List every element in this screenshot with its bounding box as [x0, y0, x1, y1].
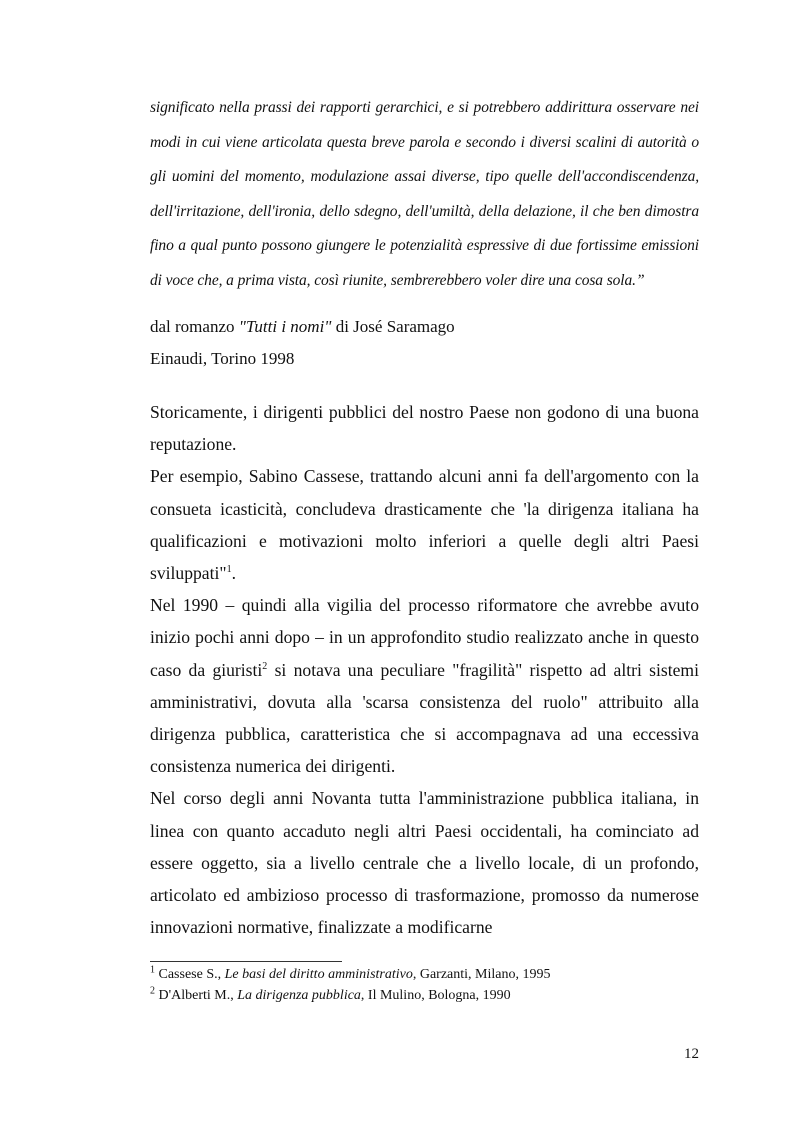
- source-author: di José Saramago: [331, 317, 455, 336]
- body-paragraph-4: Nel corso degli anni Novanta tutta l'amministrazione pubblica italiana, in linea con quanto accaduto negli altri Paesi occidentali, ha cominciato ad essere oggetto, sia a livello centrale che a livello locale, di un profondo, articolato ed ambizioso processo di trasformazione, promosso da numerose innovazioni normative, finalizzate a modificarne: [150, 788, 699, 938]
- source-prefix: dal romanzo: [150, 317, 239, 336]
- footnote-2-number: 2: [150, 985, 155, 997]
- body-paragraph-2-text: Per esempio, Sabino Cassese, trattando alcuni anni fa dell'argomento con la consueta icasticità, concludeva drasticamente che 'la dirigenza italiana ha qualificazioni e motivazioni molto inferiori a quelle degli altri Paesi sviluppati": [150, 466, 699, 584]
- footnotes: [150, 964, 699, 1006]
- footnote-2-details: , Il Mulino, Bologna, 1990: [360, 988, 511, 1003]
- body-paragraph-3: [150, 589, 699, 782]
- footnote-1-title: Le basi del diritto amministrativo: [224, 967, 413, 982]
- footnote-2-title: La dirigenza pubblica: [237, 988, 361, 1003]
- page-number: 12: [684, 1046, 699, 1062]
- body-paragraph-3-after: si notava una peculiare "fragilità" rispetto ad altri sistemi amministrativi, dovuta alla 'scarsa consistenza del ruolo" attribuito alla dirigenza pubblica, caratteristica che si accompagnava ad una eccessiva consistenza numerica dei dirigenti.: [150, 659, 699, 777]
- body-paragraph-3-before: Nel 1990 – quindi alla vigilia del processo riformatore che avrebbe avuto inizio pochi anni dopo – in un approfondito studio realizzato anche in questo caso da giuristi: [150, 595, 699, 680]
- body-paragraph-2-end: .: [231, 563, 236, 584]
- source-line-novel: [150, 311, 699, 343]
- footnote-1: [150, 964, 699, 985]
- body-paragraph-2: [150, 460, 699, 589]
- footnote-1-number: 1: [150, 964, 155, 976]
- footnote-ref-1: 1: [226, 564, 232, 576]
- body-paragraph-1: Storicamente, i dirigenti pubblici del nostro Paese non godono di una buona reputazione.: [150, 402, 699, 455]
- source-line-publisher: Einaudi, Torino 1998: [150, 349, 295, 368]
- footnote-ref-2: 2: [262, 660, 268, 672]
- footnote-2: [150, 985, 699, 1006]
- footnote-1-details: , Garzanti, Milano, 1995: [412, 967, 551, 982]
- footnote-1-author: Cassese S.,: [155, 967, 225, 982]
- epigraph-quote-text: significato nella prassi dei rapporti gerarchici, e si potrebbero addirittura osservare nei modi in cui viene articolata questa breve parola e secondo i diversi scalini di autorità o gli uomini del momento, modulazione assai diverse, tipo quelle dell'accondiscendenza, dell'irritazione, dell'ironia, dello sdegno, dell'umiltà, della delazione, il che ben dimostra fino a qual punto possono giungere le potenzialità espressive di due fortissime emissioni di voce che, a prima vista, così riunite, sembrerebbero voler dire una cosa sola.”: [150, 99, 699, 289]
- footnote-2-author: D'Alberti M.,: [155, 988, 238, 1003]
- body-text: [150, 396, 699, 943]
- footnote-separator: [150, 961, 342, 962]
- epigraph-source: [150, 311, 699, 375]
- epigraph-quote: [150, 91, 699, 298]
- source-work-title: "Tutti i nomi": [238, 317, 332, 336]
